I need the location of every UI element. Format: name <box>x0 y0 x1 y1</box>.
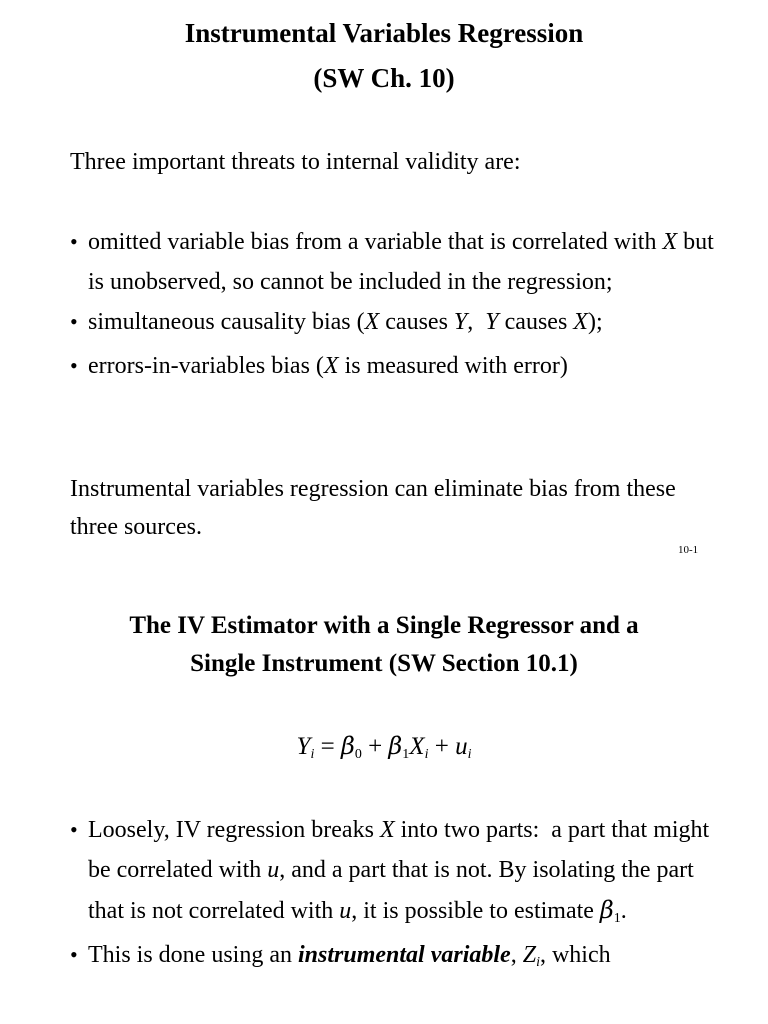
slide1-title-line1: Instrumental Variables Regression <box>184 18 584 48</box>
bullet-icon: • <box>70 942 78 967</box>
page-number: 10-1 <box>678 544 699 556</box>
list-item: • Loosely, IV regression breaks X into two parts: a part that might be correlated with u, and a part that is not. By isolating the part that is not correlated with u, it is possible to estimate $\beta_1$. <box>70 810 720 931</box>
slide1-title-line2: (SW Ch. 10) <box>313 63 455 93</box>
regression-equation: $Y_i = \beta_0 + \beta_1X_i + u_i$ <box>296 732 472 762</box>
list-item: • errors-in-variables bias (X is measured with error) <box>70 346 720 386</box>
slide1-threat-list <box>70 222 720 386</box>
bullet-icon: • <box>70 817 78 842</box>
slide2-title-line2: Single Instrument (SW Section 10.1) <box>190 650 578 677</box>
list-item: • omitted variable bias from a variable that is correlated with X but is unobserved, so cannot be included in the regression; <box>70 222 720 302</box>
slide2-bullet-list <box>70 810 720 975</box>
slide1-closing: Instrumental variables regression can eliminate bias from these three sources. <box>70 476 676 540</box>
list-item: • simultaneous causality bias (X causes Y, Y causes X); <box>70 302 720 342</box>
slide2-title-line1: The IV Estimator with a Single Regressor and a <box>129 612 639 639</box>
bullet-icon: • <box>70 229 78 254</box>
bullet-icon: • <box>70 353 78 378</box>
list-item: • This is done using an instrumental variable, $Z_i$, which <box>70 935 720 975</box>
bullet-icon: • <box>70 309 78 334</box>
slide1-intro: Three important threats to internal validity are: <box>70 149 521 175</box>
